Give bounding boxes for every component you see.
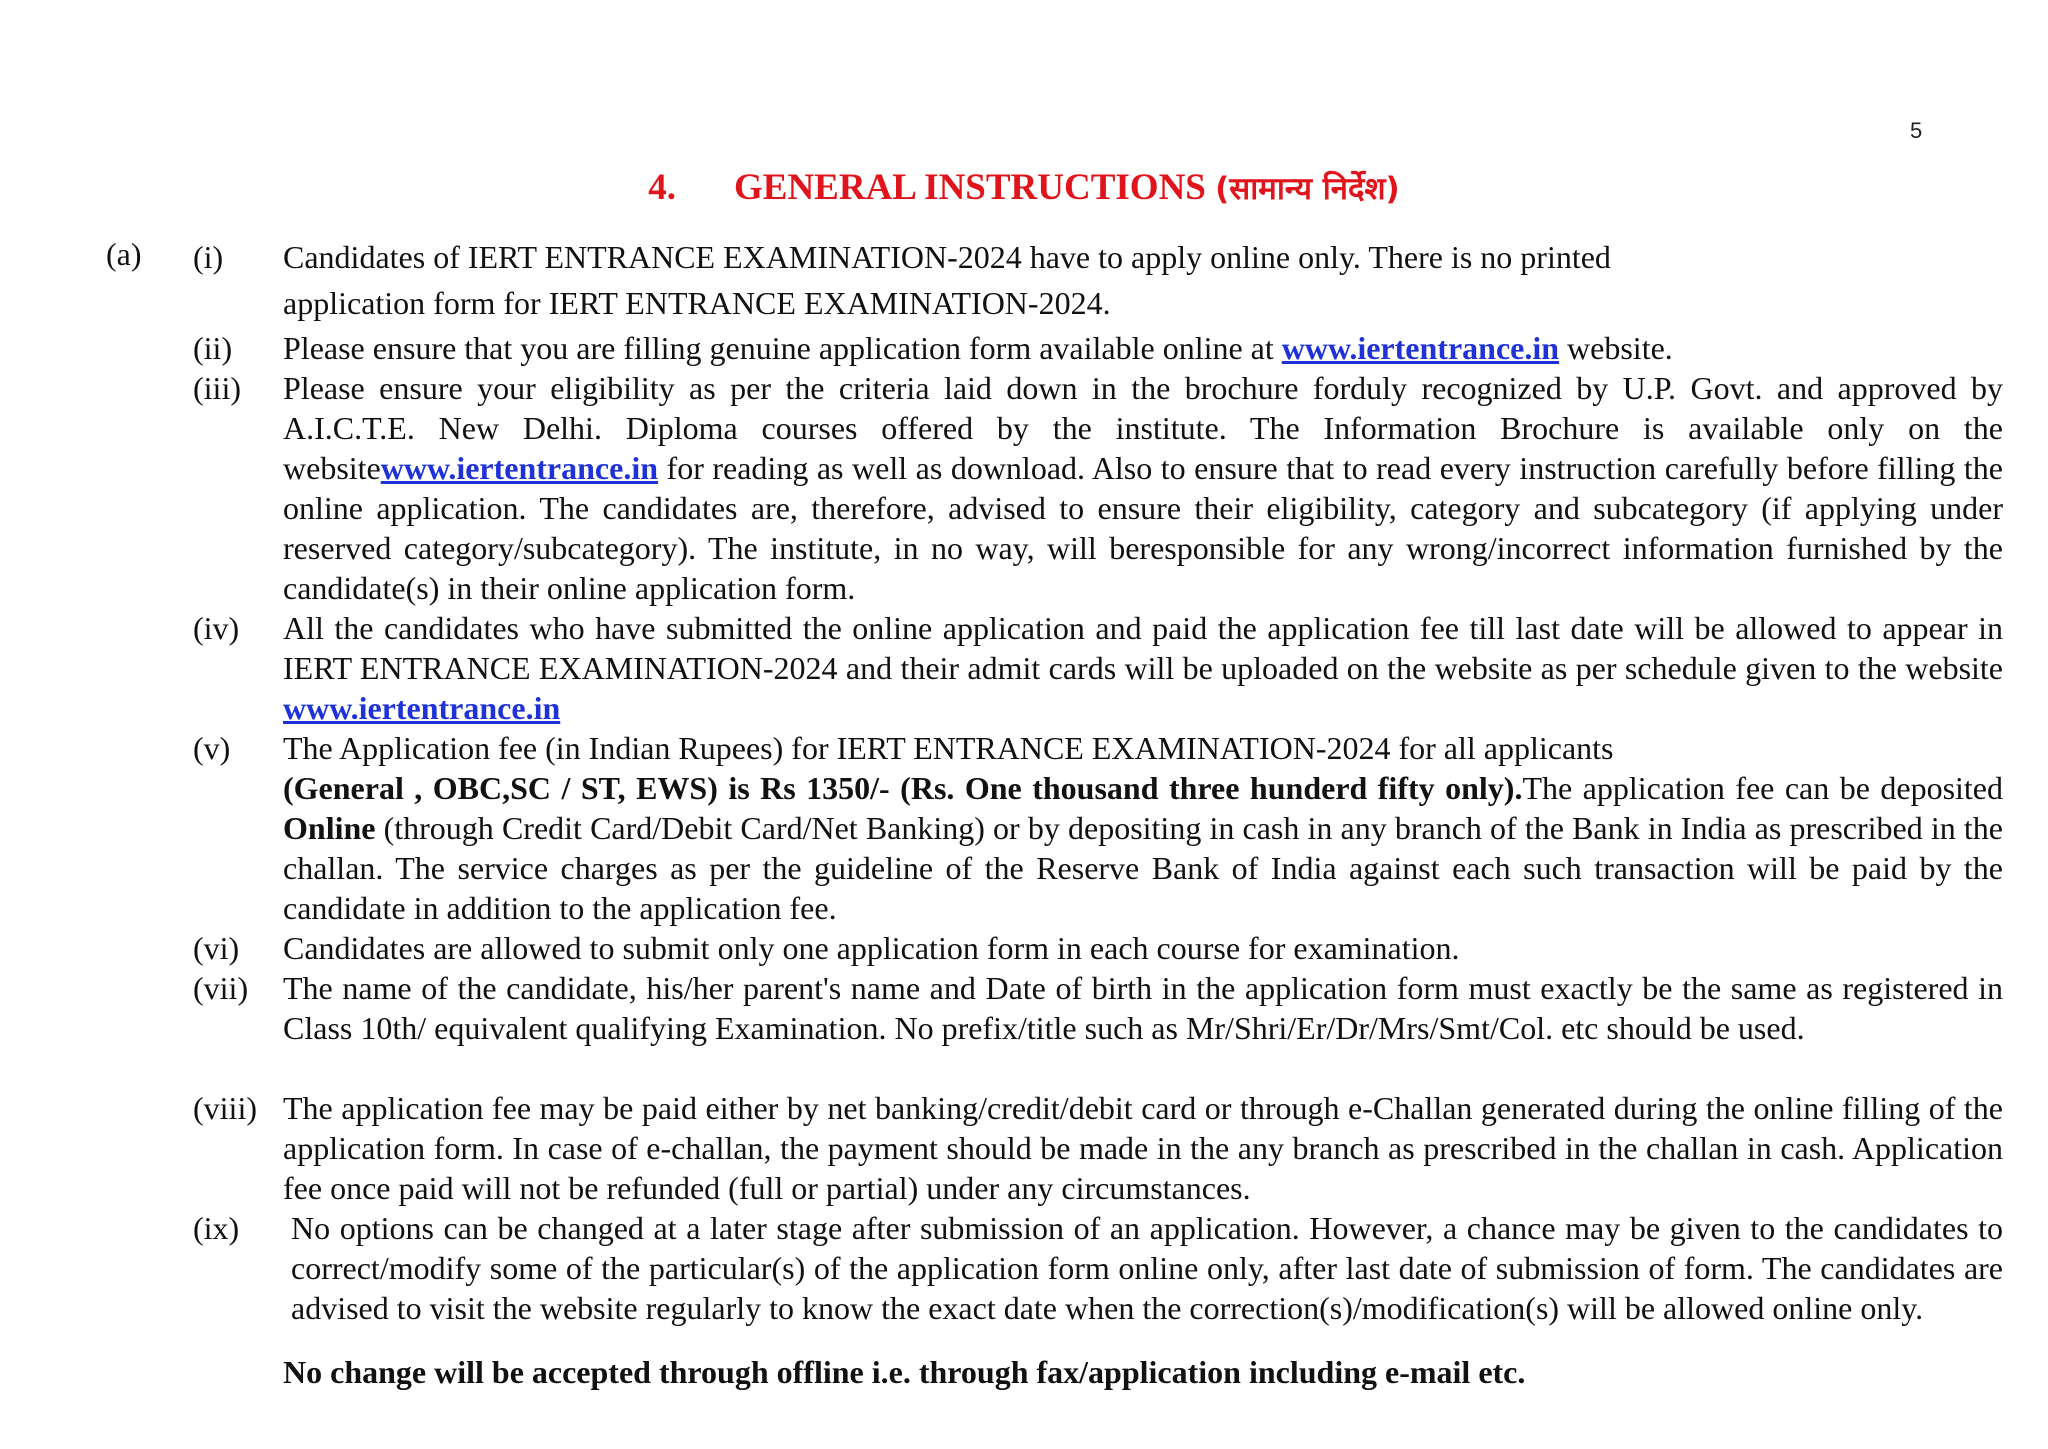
item-roman-vi: (vi) xyxy=(193,930,240,966)
item-roman-iv: (iv) xyxy=(193,610,240,646)
item-text-i-line2: application form for IERT ENTRANCE EXAMINATION-2024. xyxy=(283,285,1111,321)
item-roman-ii: (ii) xyxy=(193,330,233,366)
item-text-viii: The application fee may be paid either by net banking/credit/debit card or through e-Challan generated during the online filling of the application form. In case of e-challan, the payment should be made in the any branch as prescribed in the challan in cash. Application fee once paid will not be refunded (full or partial) under any circumstances. xyxy=(283,1090,2003,1206)
item-roman-ix: (ix) xyxy=(193,1210,240,1246)
item-text-ii: Please ensure that you are filling genuine application form available online at www.iertentrance.in website. xyxy=(283,330,1673,366)
page-number: 5 xyxy=(1910,118,1923,143)
item-text-v-body: (General , OBC,SC / ST, EWS) is Rs 1350/- (Rs. One thousand three hunderd fifty only).The application fee can be deposited Online (through Credit Card/Debit Card/Net Banking) or by depositing in cash in any branch of the Bank in India as prescribed in the challan. The service charges as per the guideline of the Reserve Bank of India against each such transaction will be paid by the candidate in addition to the application fee. xyxy=(283,770,2004,926)
item-text-vi: Candidates are allowed to submit only one application form in each course for examination. xyxy=(283,930,1460,966)
item-text-i-line1: Candidates of IERT ENTRANCE EXAMINATION-2024 have to apply online only. There is no printed xyxy=(283,239,1611,275)
item-text-vii: The name of the candidate, his/her parent's name and Date of birth in the application form must exactly be the same as registered in Class 10th/ equivalent qualifying Examination. No prefix/title such as Mr/Shri/Er/Dr/Mrs/Smt/Col. etc should be used. xyxy=(283,970,2003,1046)
section-number: 4. xyxy=(648,167,676,208)
website-link[interactable]: www.iertentrance.in xyxy=(380,450,659,486)
section-title xyxy=(0,164,2048,213)
main-label: (a) xyxy=(106,236,142,272)
section-title-hindi: (सामान्य निर्देश) xyxy=(1215,171,1400,207)
item-roman-iii: (iii) xyxy=(193,370,241,406)
item-text-v-line1: The Application fee (in Indian Rupees) for IERT ENTRANCE EXAMINATION-2024 for all applicants xyxy=(283,730,1614,766)
item-text-iii: Please ensure your eligibility as per the criteria laid down in the brochure forduly recognized by U.P. Govt. and approved by A.I.C.T.E. New Delhi. Diploma courses offered by the institute. The Information Brochure is available only on the websitewww.iertentrance.in for reading as well as download. Also to ensure that to read every instruction carefully before filling the online application. The candidates are, therefore, advised to ensure their eligibility, category and subcategory (if applying under reserved category/subcategory). The institute, in no way, will beresponsible for any wrong/incorrect information furnished by the candidate(s) in their online application form. xyxy=(283,370,2003,606)
item-roman-vii: (vii) xyxy=(193,970,249,1006)
item-roman-v: (v) xyxy=(193,730,231,766)
website-link[interactable]: www.iertentrance.in xyxy=(1281,330,1560,366)
section-title-text: GENERAL INSTRUCTIONS xyxy=(734,167,1206,208)
item-roman-i: (i) xyxy=(193,239,224,275)
website-link[interactable]: www.iertentrance.in xyxy=(283,690,561,726)
final-note: No change will be accepted through offline i.e. through fax/application including e-mail etc. xyxy=(283,1354,1526,1390)
item-roman-viii: (viii) xyxy=(193,1090,257,1126)
item-text-ix: No options can be changed at a later stage after submission of an application. However, a chance may be given to the candidates to correct/modify some of the particular(s) of the application form online only, after last date of submission of form. The candidates are advised to visit the website regularly to know the exact date when the correction(s)/modification(s) will be allowed online only. xyxy=(291,1210,2003,1326)
application-fee-amount: (General , OBC,SC / ST, EWS) is Rs 1350/- (Rs. One thousand three hunderd fifty only). xyxy=(283,770,1523,806)
item-text-iv: All the candidates who have submitted the online application and paid the application fee till last date will be allowed to appear in IERT ENTRANCE EXAMINATION-2024 and their admit cards will be uploaded on the website as per schedule given to the website www.iertentrance.in xyxy=(283,610,2003,726)
